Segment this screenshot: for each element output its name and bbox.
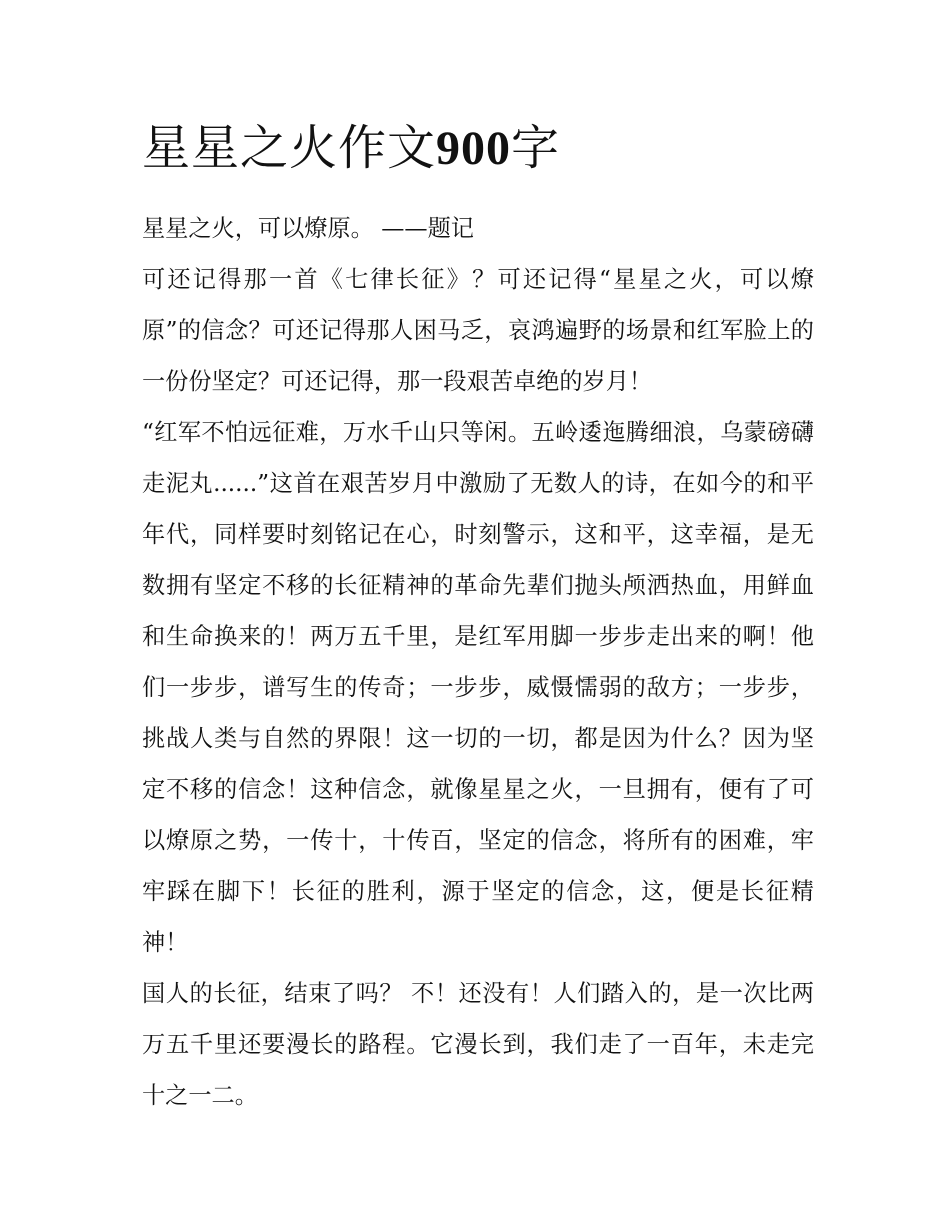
body-paragraph: 国人的长征，结束了吗？ 不！还没有！人们踏入的，是一次比两万五千里还要漫长的路程。它漫长到，我们走了一百年，未走完十之一二。 [142, 980, 814, 1109]
title-prefix: 星星之火作文 [142, 120, 437, 176]
document-body [142, 203, 814, 1121]
document-title [142, 118, 814, 179]
document-page [142, 118, 814, 1121]
title-number: 900 [436, 122, 512, 175]
body-paragraph: 可还记得那一首《七律长征》？可还记得“星星之火，可以燎原”的信念？可还记得那人困马乏，哀鸿遍野的场景和红军脸上的一份份坚定？可还记得，那一段艰苦卓绝的岁月！ [142, 266, 814, 395]
title-suffix: 字 [511, 120, 561, 176]
body-paragraph: “红军不怕远征难，万水千山只等闲。五岭逶迤腾细浪，乌蒙磅礴走泥丸......”这首在艰苦岁月中激励了无数人的诗，在如今的和平年代，同样要时刻铭记在心，时刻警示，这和平，这幸福，是无数拥有坚定不移的长征精神的革命先辈们抛头颅洒热血，用鲜血和生命换来的！两万五千里，是红军用脚一步步走出来的啊！他们一步步，谱写生的传奇；一步步，威慑懦弱的敌方；一步步，挑战人类与自然的界限！这一切的一切，都是因为什么？因为坚定不移的信念！这种信念，就像星星之火，一旦拥有，便有了可以燎原之势，一传十，十传百，坚定的信念，将所有的困难，牢牢踩在脚下！长征的胜利，源于坚定的信念，这，便是长征精神！ [142, 419, 814, 956]
epigraph-paragraph: 星星之火，可以燎原。 ——题记 [142, 215, 474, 242]
